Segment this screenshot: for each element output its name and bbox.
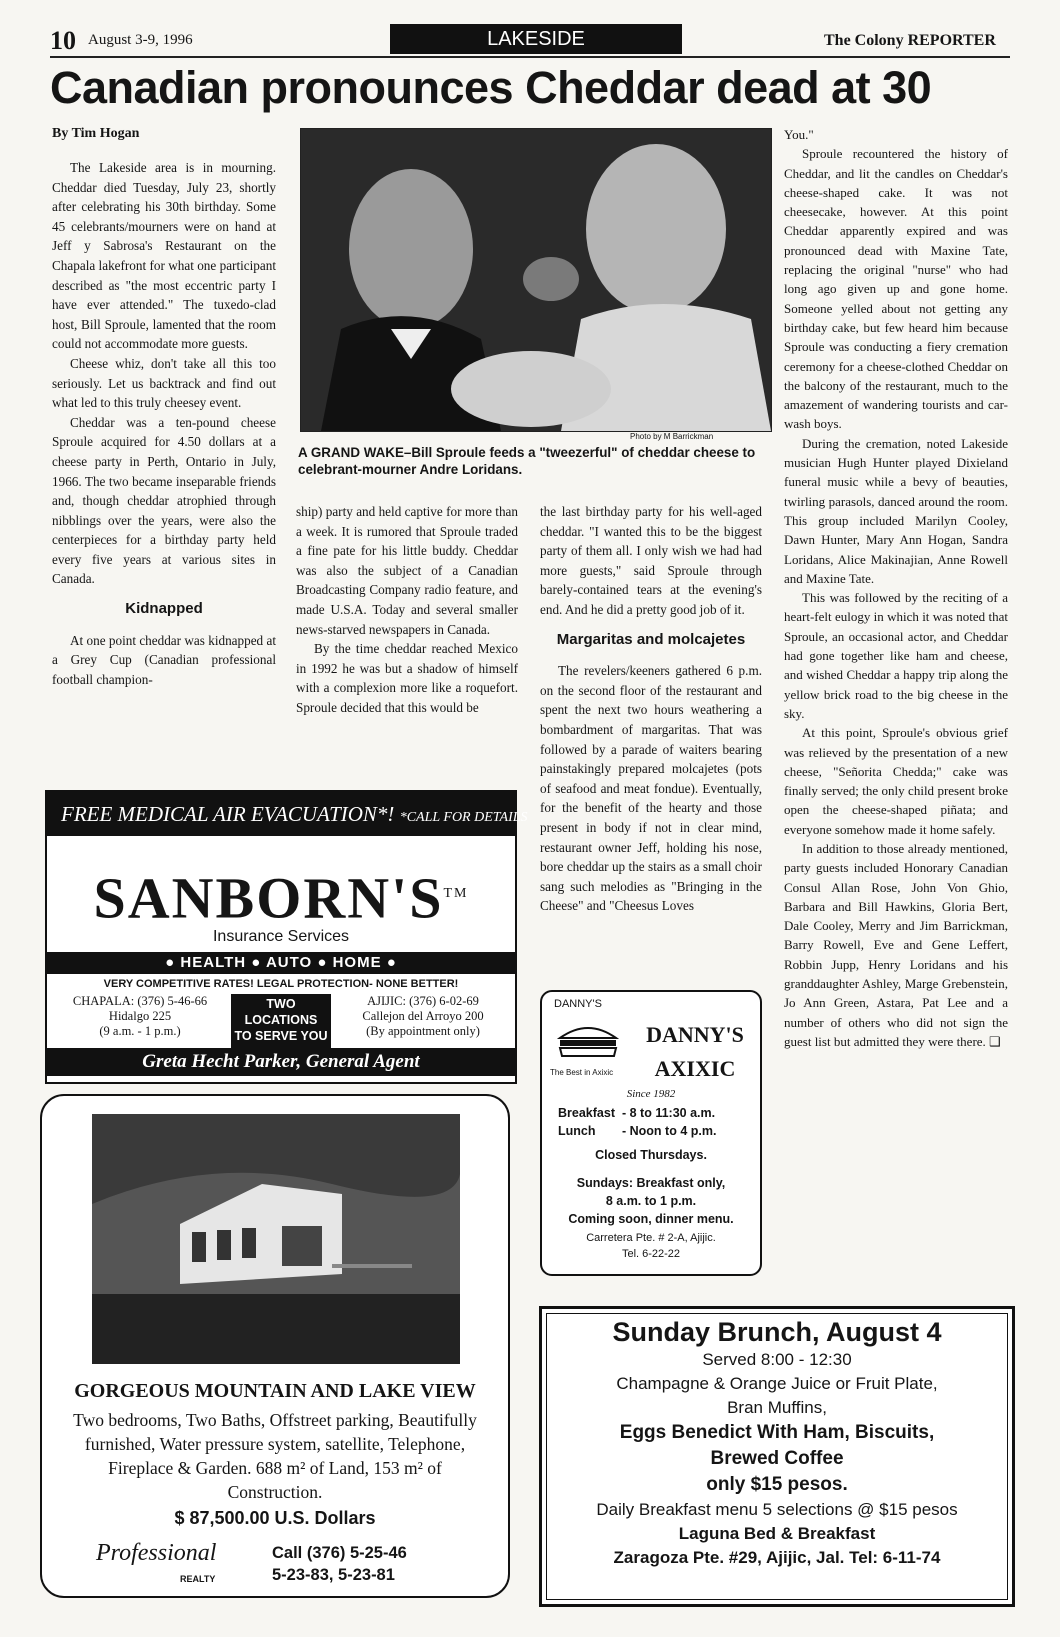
sanborns-locations (47, 994, 515, 1048)
brunch-venue: Laguna Bed & Breakfast (678, 1524, 876, 1543)
article-column-4 (784, 125, 1008, 1051)
sanborns-services-bar: ● HEALTH ● AUTO ● HOME ● (47, 952, 515, 974)
ajijic-location: AJIJIC: (376) 6-02-69 Callejon del Arroyo 200 (By appointment only) (362, 994, 484, 1039)
brunch-served: Served 8:00 - 12:30 (702, 1350, 852, 1369)
brunch-title: Sunday Brunch, August 4 (612, 1317, 942, 1347)
brunch-daily-menu: Daily Breakfast menu 5 selections @ $15 pesos (596, 1500, 958, 1519)
brunch-inner-border (546, 1313, 1008, 1600)
logo-text: SANBORN'S (93, 865, 444, 931)
paragraph: By the time cheddar reached Mexico in 1992 he was but a shadow of himself with a complexion more like a roquefort. Sproule decided that this would be (296, 641, 518, 715)
paragraph: At one point cheddar was kidnapped at a Grey Cup (Canadian professional football champion- (52, 632, 276, 687)
brunch-line: Brewed Coffee (710, 1448, 844, 1469)
realty-phone: Call (376) 5-25-46 5-23-83, 5-23-81 (272, 1544, 407, 1584)
masthead: The Colony REPORTER (824, 32, 996, 49)
lunch-hours: - Noon to 4 p.m. (622, 1124, 717, 1138)
header-rule (50, 56, 1010, 58)
house-photo (92, 1114, 460, 1364)
sanborns-banner (47, 792, 528, 836)
dannys-slogan: The Best in Axixic (550, 1068, 614, 1077)
paragraph: the last birthday party for his well-aged cheddar. "I wanted this to be the biggest party of them all. I only wish we had had more guests," said Sproule through barely-contained tears at the evening's end. And he did a pretty good job of it. (540, 504, 762, 617)
sanborns-subtitle: Insurance Services (212, 928, 350, 946)
article-photo (300, 128, 772, 432)
dannys-closed: Closed Thursdays. (595, 1148, 707, 1162)
brunch-address: Zaragoza Pte. #29, Ajijic, Jal. Tel: 6-11-74 (613, 1548, 941, 1567)
realty-ad (40, 1094, 510, 1598)
dannys-since: Since 1982 (626, 1088, 676, 1100)
photo-credit: Photo by M Barrickman (630, 432, 714, 441)
brunch-line: Eggs Benedict With Ham, Biscuits, (619, 1422, 935, 1443)
realty-price: $ 87,500.00 U.S. Dollars (174, 1508, 376, 1528)
dannys-ad (540, 990, 762, 1276)
dannys-sundays: Sundays: Breakfast only, 8 a.m. to 1 p.m. Coming soon, dinner menu. (568, 1176, 734, 1226)
brunch-ad (539, 1306, 1015, 1607)
breakfast-hours: - 8 to 11:30 a.m. (622, 1106, 716, 1120)
paragraph: Cheese whiz, don't take all this too seriously. Let us backtrack and find out what led to this truly cheesey event. (52, 355, 276, 411)
breakfast-label: Breakfast (558, 1106, 615, 1120)
realty-logo-sub: REALTY (180, 1574, 216, 1584)
dannys-address: Carretera Pte. # 2-A, Ajijic. Tel. 6-22-22 (586, 1232, 716, 1260)
subhead-margaritas: Margaritas and molcajetes (556, 630, 746, 648)
lunch-label: Lunch (558, 1124, 596, 1138)
article-column-3 (540, 502, 762, 916)
sanborns-agent: Greta Hecht Parker, General Agent (47, 1048, 515, 1076)
paragraph: During the cremation, noted Lakeside musician Hugh Hunter played Dixieland funeral music while a bevy of beauties, twirling parasols, danced around the room. This group included Marilyn Cooley, Dawn Hunter, Mary Ann Hogan, Sandra Loridans, Alice Makinajian, Anne Rowell and Maxine Tate. (784, 435, 1008, 586)
realty-description: Two bedrooms, Two Baths, Offstreet parking, Beautifully furnished, Water pressure system, satellite, Telephone, Fireplace & Garden. 688 m² of Land, 153 m² of Construction. (73, 1410, 477, 1502)
photo-caption: A GRAND WAKE–Bill Sproule feeds a "tweezerful" of cheddar cheese to celebrant-mourner Andre Loridans. (298, 445, 756, 477)
paragraph: At this point, Sproule's obvious grief was relieved by the presentation of a new cheese, "Señorita Chedda;" cake was finally served; the only child present broke open the cheese-shaped piñata; and everyone somehow made it home safely. (784, 725, 1008, 837)
dannys-hours (558, 1104, 716, 1140)
paragraph: The Lakeside area is in mourning. Cheddar died Tuesday, July 23, shortly after celebrating his 30th birthday. Some 45 celebrants/mourners were on hand at Jeff y Sabrosa's Restaurant on the Chapala lakefront for what one participant described as "the most eccentric party I have ever attended." The tuxedo-clad host, Bill Sproule, lamented that the room could not accommodate more guests. (52, 160, 276, 352)
subhead-kidnapped: Kidnapped (125, 600, 203, 618)
paragraph: Cheddar was a ten-pound cheese Sproule acquired for 4.50 dollars at a cheese party in Perth, Ontario in July, 1966. The two became inseparable friends and, though cheddar atrophied through nibblings over the years, were also the centerpieces for a birthday party held every five years at various sites in Canada. (52, 414, 276, 587)
dannys-name: DANNY'S AXIXIC (646, 1022, 744, 1081)
two-locations-badge: TWO LOCATIONS TO SERVE YOU (231, 994, 331, 1048)
paragraph: The revelers/keeners gathered 6 p.m. on the second floor of the restaurant and spent the next two hours weathering a bombardment of margaritas. That was followed by a parade of waiters bearing painstakingly prepared molcajetes (pots of seafood and meat fondue). Eventually, for the benefit of the hearty and those present in body if not in clear mind, restaurant owner Jeff, holding his nose, bore cheddar up the stairs as a small choir sang such melodies as "Bringing in the Cheese" and "Cheesus Loves (540, 663, 762, 914)
banner-note: *CALL FOR DETAILS (399, 810, 528, 825)
article-column-2 (296, 502, 518, 718)
chapala-location: CHAPALA: (376) 5-46-66 Hidalgo 225 (9 a.m. - 1 p.m.) (72, 994, 208, 1039)
paragraph: You." (784, 127, 814, 142)
realty-title: GORGEOUS MOUNTAIN AND LAKE VIEW (74, 1380, 476, 1402)
sanborns-ad (45, 790, 528, 1084)
paragraph: Sproule recountered the history of Cheddar, and lit the candles on Cheddar's cheese-shaped cake. It was not cheesecake, however. At this point Cheddar apparently expired and was pronounced dead with Maxine Tate, replacing the original "nurse" who had long ago given up and gone home. Someone yelled about not getting any birthday cake, but few heard him because Sproule was conducting a fiery cremation ceremony for a cheese-clothed Cheddar on the balcony of the restaurant, much to the amazement of wandering tourists and car-wash boys. (784, 146, 1008, 432)
sanborns-logo (47, 865, 515, 931)
house-image (92, 1114, 460, 1364)
burger-icon (556, 1018, 620, 1062)
trademark: TM (443, 886, 469, 901)
brunch-line: Champagne & Orange Juice or Fruit Plate, (616, 1374, 938, 1393)
banner-text: FREE MEDICAL AIR EVACUATION*! (61, 802, 395, 826)
photo-image (301, 129, 771, 431)
article-column-1 (52, 158, 276, 689)
headline: Canadian pronounces Cheddar dead at 30 (50, 62, 932, 113)
issue-date: August 3-9, 1996 (88, 32, 193, 48)
byline: By Tim Hogan (52, 126, 140, 141)
section-label: LAKESIDE (390, 24, 682, 54)
paragraph: ship) party and held captive for more than a week. It is rumored that Sproule traded a fine pate for his little buddy. Cheddar was also the subject of a Canadian Broadcasting Company radio feature, and made U.S.A. Today and several smaller news-starved newspapers in Canada. (296, 504, 518, 637)
brunch-price: only $15 pesos. (706, 1474, 848, 1495)
realty-logo: Professional (96, 1540, 217, 1566)
paragraph: In addition to those already mentioned, party guests included Honorary Canadian Consul Allan Rose, John Von Ghio, Barbara and Bill Hawkins, Gloria Bert, Dale Cooley, Merry and Jim Barrickman, Barry Rowell, Eve and Gene Leffert, Robbin Jupp, Henry Loridans and his granddaughter Ashley, Marge Grebenstein, Jo Ann Green, Astara, Pat Lee and a number of others who did not sign the guest list but admitted they were there. ❑ (784, 840, 1008, 1049)
page-number: 10 (50, 26, 76, 55)
paragraph: This was followed by the reciting of a heart-felt eulogy in which it was noted that Sproule, an occasional actor, and Cheddar had gone together like ham and cheese, and wished Cheddar a happy trip along the yellow brick road to the big cheese in the sky. (784, 590, 1008, 721)
brunch-line: Bran Muffins, (727, 1398, 827, 1417)
sanborns-rates: VERY COMPETITIVE RATES! LEGAL PROTECTION- NONE BETTER! (103, 978, 459, 991)
dannys-tag: DANNY'S (554, 998, 602, 1010)
